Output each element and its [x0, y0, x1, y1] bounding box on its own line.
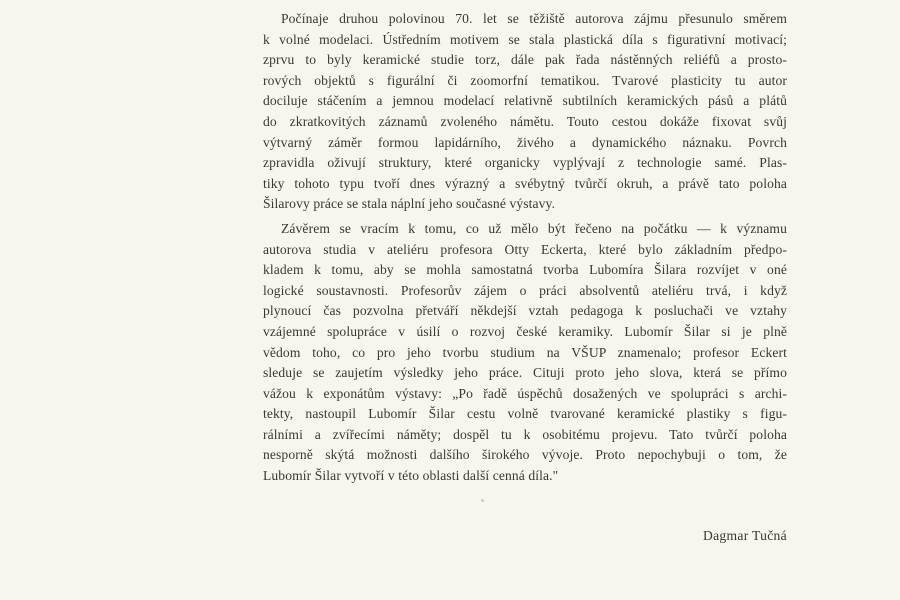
text-line: sleduje se zaujetím výsledky jeho práce. Cituji proto jeho slova, která se přímo — [263, 365, 787, 381]
text-line: vážou k exponátům výstavy: „Po řadě úspěchů dosažených ve spolupráci s archi- — [263, 385, 787, 401]
text-line: vzájemné spolupráce v úsilí o rozvoj české keramiky. Lubomír Šilar si je plně — [263, 323, 787, 339]
text-line: do zkratkovitých záznamů zvoleného námětu. Touto cestou dokáže fixovat svůj — [263, 113, 787, 129]
text-line: tekty, nastoupil Lubomír Šilar cestu volně tvarované keramické plastiky s figu- — [263, 406, 787, 422]
text-line: logické soustavnosti. Profesorův zájem o práci absolventů ateliéru trvá, i když — [263, 282, 787, 298]
text-line: rálními a zvířecími náměty; dospěl tu k osobitému projevu. Tato tvůrčí poloha — [263, 426, 787, 442]
paragraph-2 — [263, 219, 787, 487]
body-text — [263, 9, 787, 487]
paper-speck — [481, 499, 484, 502]
text-line: nesporně skýtá možnosti dalšího širokého vývoje. Proto nepochybuji o tom, že — [263, 447, 787, 463]
text-line: Šilarovy práce se stala náplní jeho současné výstavy. — [263, 196, 556, 212]
text-line: zpravidla oživují struktury, které organicky vyplývají z technologie samé. Plas- — [263, 155, 787, 171]
text-line: tiky tohoto typu tvoří dnes výrazný a svébytný tvůrčí okruh, a právě tato poloha — [263, 175, 787, 191]
text-line: Lubomír Šilar vytvoří v této oblasti další cenná díla." — [263, 468, 559, 484]
text-line: Počínaje druhou polovinou 70. let se těžiště autorova zájmu přesunulo směrem — [281, 11, 787, 26]
author-signature: Dagmar Tučná — [702, 528, 787, 543]
text-line: výtvarný záměr formou lapidárního, živého a dynamického náznaku. Povrch — [263, 134, 787, 150]
text-line: k volné modelaci. Ústředním motivem se stala plastická díla s figurativní motivací; — [263, 31, 787, 47]
text-line: kladem k tomu, aby se mohla samostatná tvorba Lubomíra Šilara rozvíjet v oné — [263, 262, 787, 278]
text-line: zprvu to byly keramické studie torz, dále pak řada nástěnných reliéfů a prosto- — [263, 52, 787, 68]
paragraph-1 — [263, 9, 787, 215]
text-line: Závěrem se vracím k tomu, co už mělo být řečeno na počátku — k významu — [281, 220, 787, 236]
text-line: rových objektů s figurální či zoomorfní tematikou. Tvarové plasticity tu autor — [263, 72, 787, 88]
text-line: vědom toho, co pro jeho tvorbu studium na VŠUP znamenalo; profesor Eckert — [263, 344, 787, 360]
text-line: autorova studia v ateliéru profesora Otty Eckerta, které bylo základním předpo- — [263, 241, 787, 257]
text-line: plynoucí čas pozvolna přetváří někdejší vztah pedagoga k posluchači ve vztahy — [263, 303, 787, 319]
text-line: dociluje stáčením a jemnou modelací relativně subtilních keramických pásů a plátů — [263, 93, 787, 109]
